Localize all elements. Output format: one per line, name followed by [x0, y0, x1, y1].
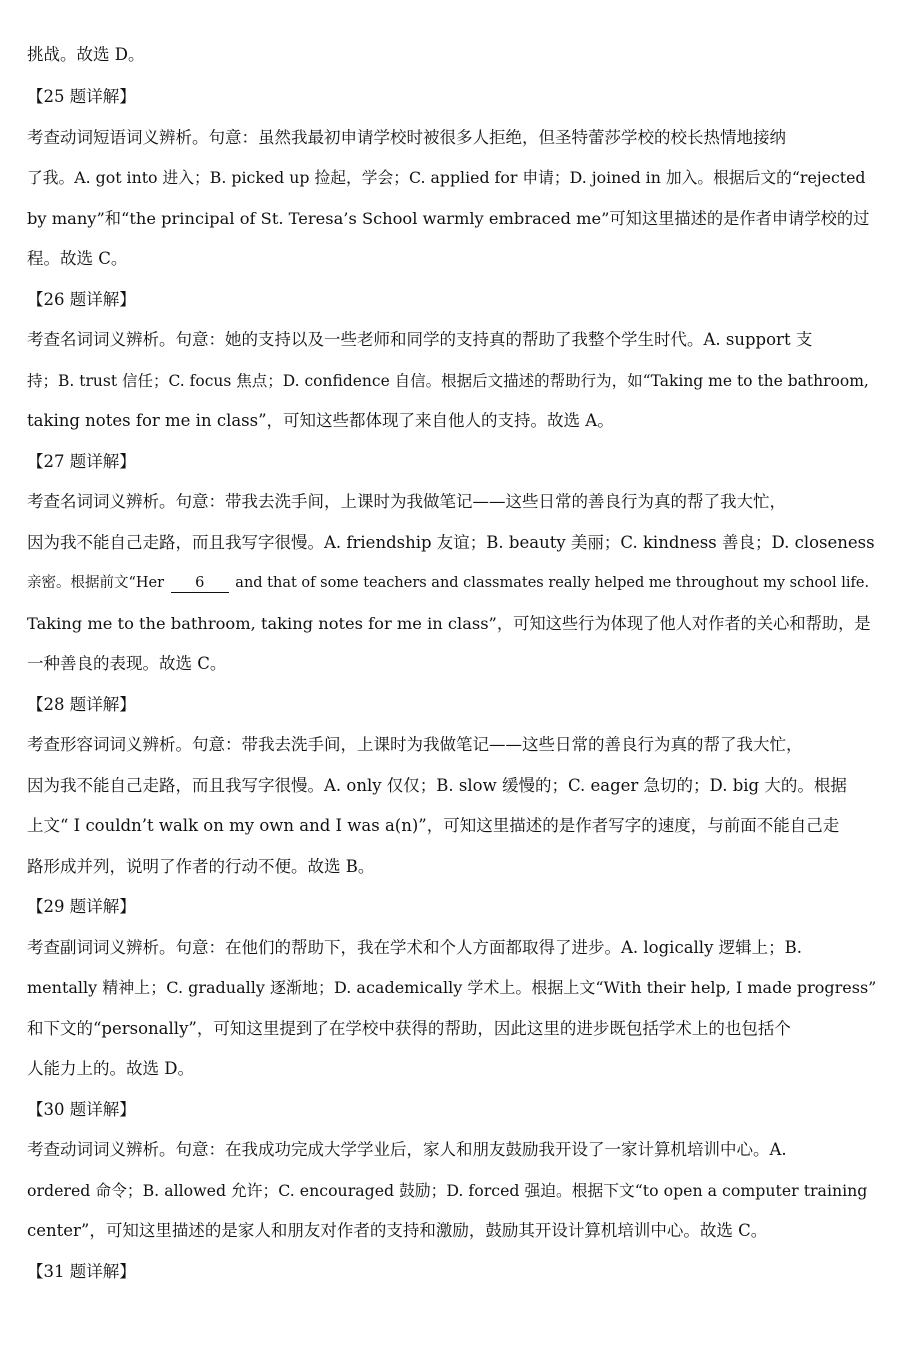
- paragraph-text: 亲密。根据前文“Her: [27, 575, 165, 591]
- paragraph-text: and that of some teachers and classmates really helped me throughout my school life.: [235, 575, 870, 591]
- paragraph-line: 路形成并列，说明了作者的行动不便。故选 B。: [27, 857, 375, 876]
- paragraph-line: 和下文的“personally”，可知这里提到了在学校中获得的帮助，因此这里的进步既包括学术上的也包括个: [27, 1019, 791, 1038]
- paragraph-line: 考查形容词词义辨析。句意：带我去洗手间，上课时为我做笔记——这些日常的善良行为真的帮了我大忙，: [27, 735, 803, 754]
- paragraph-line: 上文“ I couldn’t walk on my own and I was a(n)”，可知这里描述的是作者写字的速度，与前面不能自己走: [27, 816, 840, 835]
- paragraph-line: 考查名词词义辨析。句意：她的支持以及一些老师和同学的支持真的帮助了我整个学生时代。A. support 支: [27, 330, 813, 349]
- paragraph-line: 因为我不能自己走路，而且我写字很慢。A. friendship 友谊；B. beauty 美丽；C. kindness 善良；D. closeness: [27, 533, 875, 552]
- paragraph-line: 考查名词词义辨析。句意：带我去洗手间，上课时为我做笔记——这些日常的善良行为真的帮了我大忙，: [27, 492, 786, 511]
- paragraph-line: 考查副词词义辨析。句意：在他们的帮助下，我在学术和个人方面都取得了进步。A. logically 逻辑上；B.: [27, 938, 803, 957]
- paragraph-line: mentally 精神上；C. gradually 逐渐地；D. academically 学术上。根据上文“With their help, I made progress”: [27, 978, 877, 997]
- fill-in-blank: 6: [171, 574, 229, 593]
- section-heading-25: 【25 题详解】: [27, 87, 136, 106]
- paragraph-line: 考查动词词义辨析。句意：在我成功完成大学学业后，家人和朋友鼓励我开设了一家计算机培训中心。A.: [27, 1140, 787, 1159]
- paragraph-line: 程。故选 C。: [27, 249, 128, 268]
- paragraph-line: center”，可知这里描述的是家人和朋友对作者的支持和激励，鼓励其开设计算机培训中心。故选 C。: [27, 1221, 768, 1240]
- paragraph-line: 因为我不能自己走路，而且我写字很慢。A. only 仅仅；B. slow 缓慢的；C. eager 急切的；D. big 大的。根据: [27, 776, 847, 795]
- section-heading-27: 【27 题详解】: [27, 452, 136, 471]
- paragraph-line: 了我。A. got into 进入；B. picked up 捡起，学会；C. applied for 申请；D. joined in 加入。根据后文的“rejected: [27, 168, 866, 187]
- paragraph-line: by many”和“the principal of St. Teresa’s School warmly embraced me”可知这里描述的是作者申请学校的过: [27, 209, 870, 228]
- paragraph-line: Taking me to the bathroom, taking notes for me in class”，可知这些行为体现了他人对作者的关心和帮助，是: [27, 614, 871, 633]
- section-heading-29: 【29 题详解】: [27, 897, 136, 916]
- paragraph-line: 持；B. trust 信任；C. focus 焦点；D. confidence 自信。根据后文描述的帮助行为，如“Taking me to the bathroom,: [27, 372, 869, 390]
- paragraph-line: taking notes for me in class”，可知这些都体现了来自他人的支持。故选 A。: [27, 411, 614, 430]
- section-heading-26: 【26 题详解】: [27, 290, 136, 309]
- paragraph-line: 一种善良的表现。故选 C。: [27, 654, 227, 673]
- paragraph-line: 人能力上的。故选 D。: [27, 1059, 194, 1078]
- section-heading-30: 【30 题详解】: [27, 1100, 136, 1119]
- section-heading-28: 【28 题详解】: [27, 695, 136, 714]
- paragraph-line: ordered 命令；B. allowed 允许；C. encouraged 鼓励；D. forced 强迫。根据下文“to open a computer training: [27, 1181, 868, 1200]
- paragraph-line: [27, 572, 877, 594]
- paragraph-line: 挑战。故选 D。: [27, 45, 145, 64]
- paragraph-line: 考查动词短语词义辨析。句意：虽然我最初申请学校时被很多人拒绝，但圣特蕾莎学校的校长热情地接纳: [27, 128, 786, 147]
- section-heading-31: 【31 题详解】: [27, 1262, 136, 1281]
